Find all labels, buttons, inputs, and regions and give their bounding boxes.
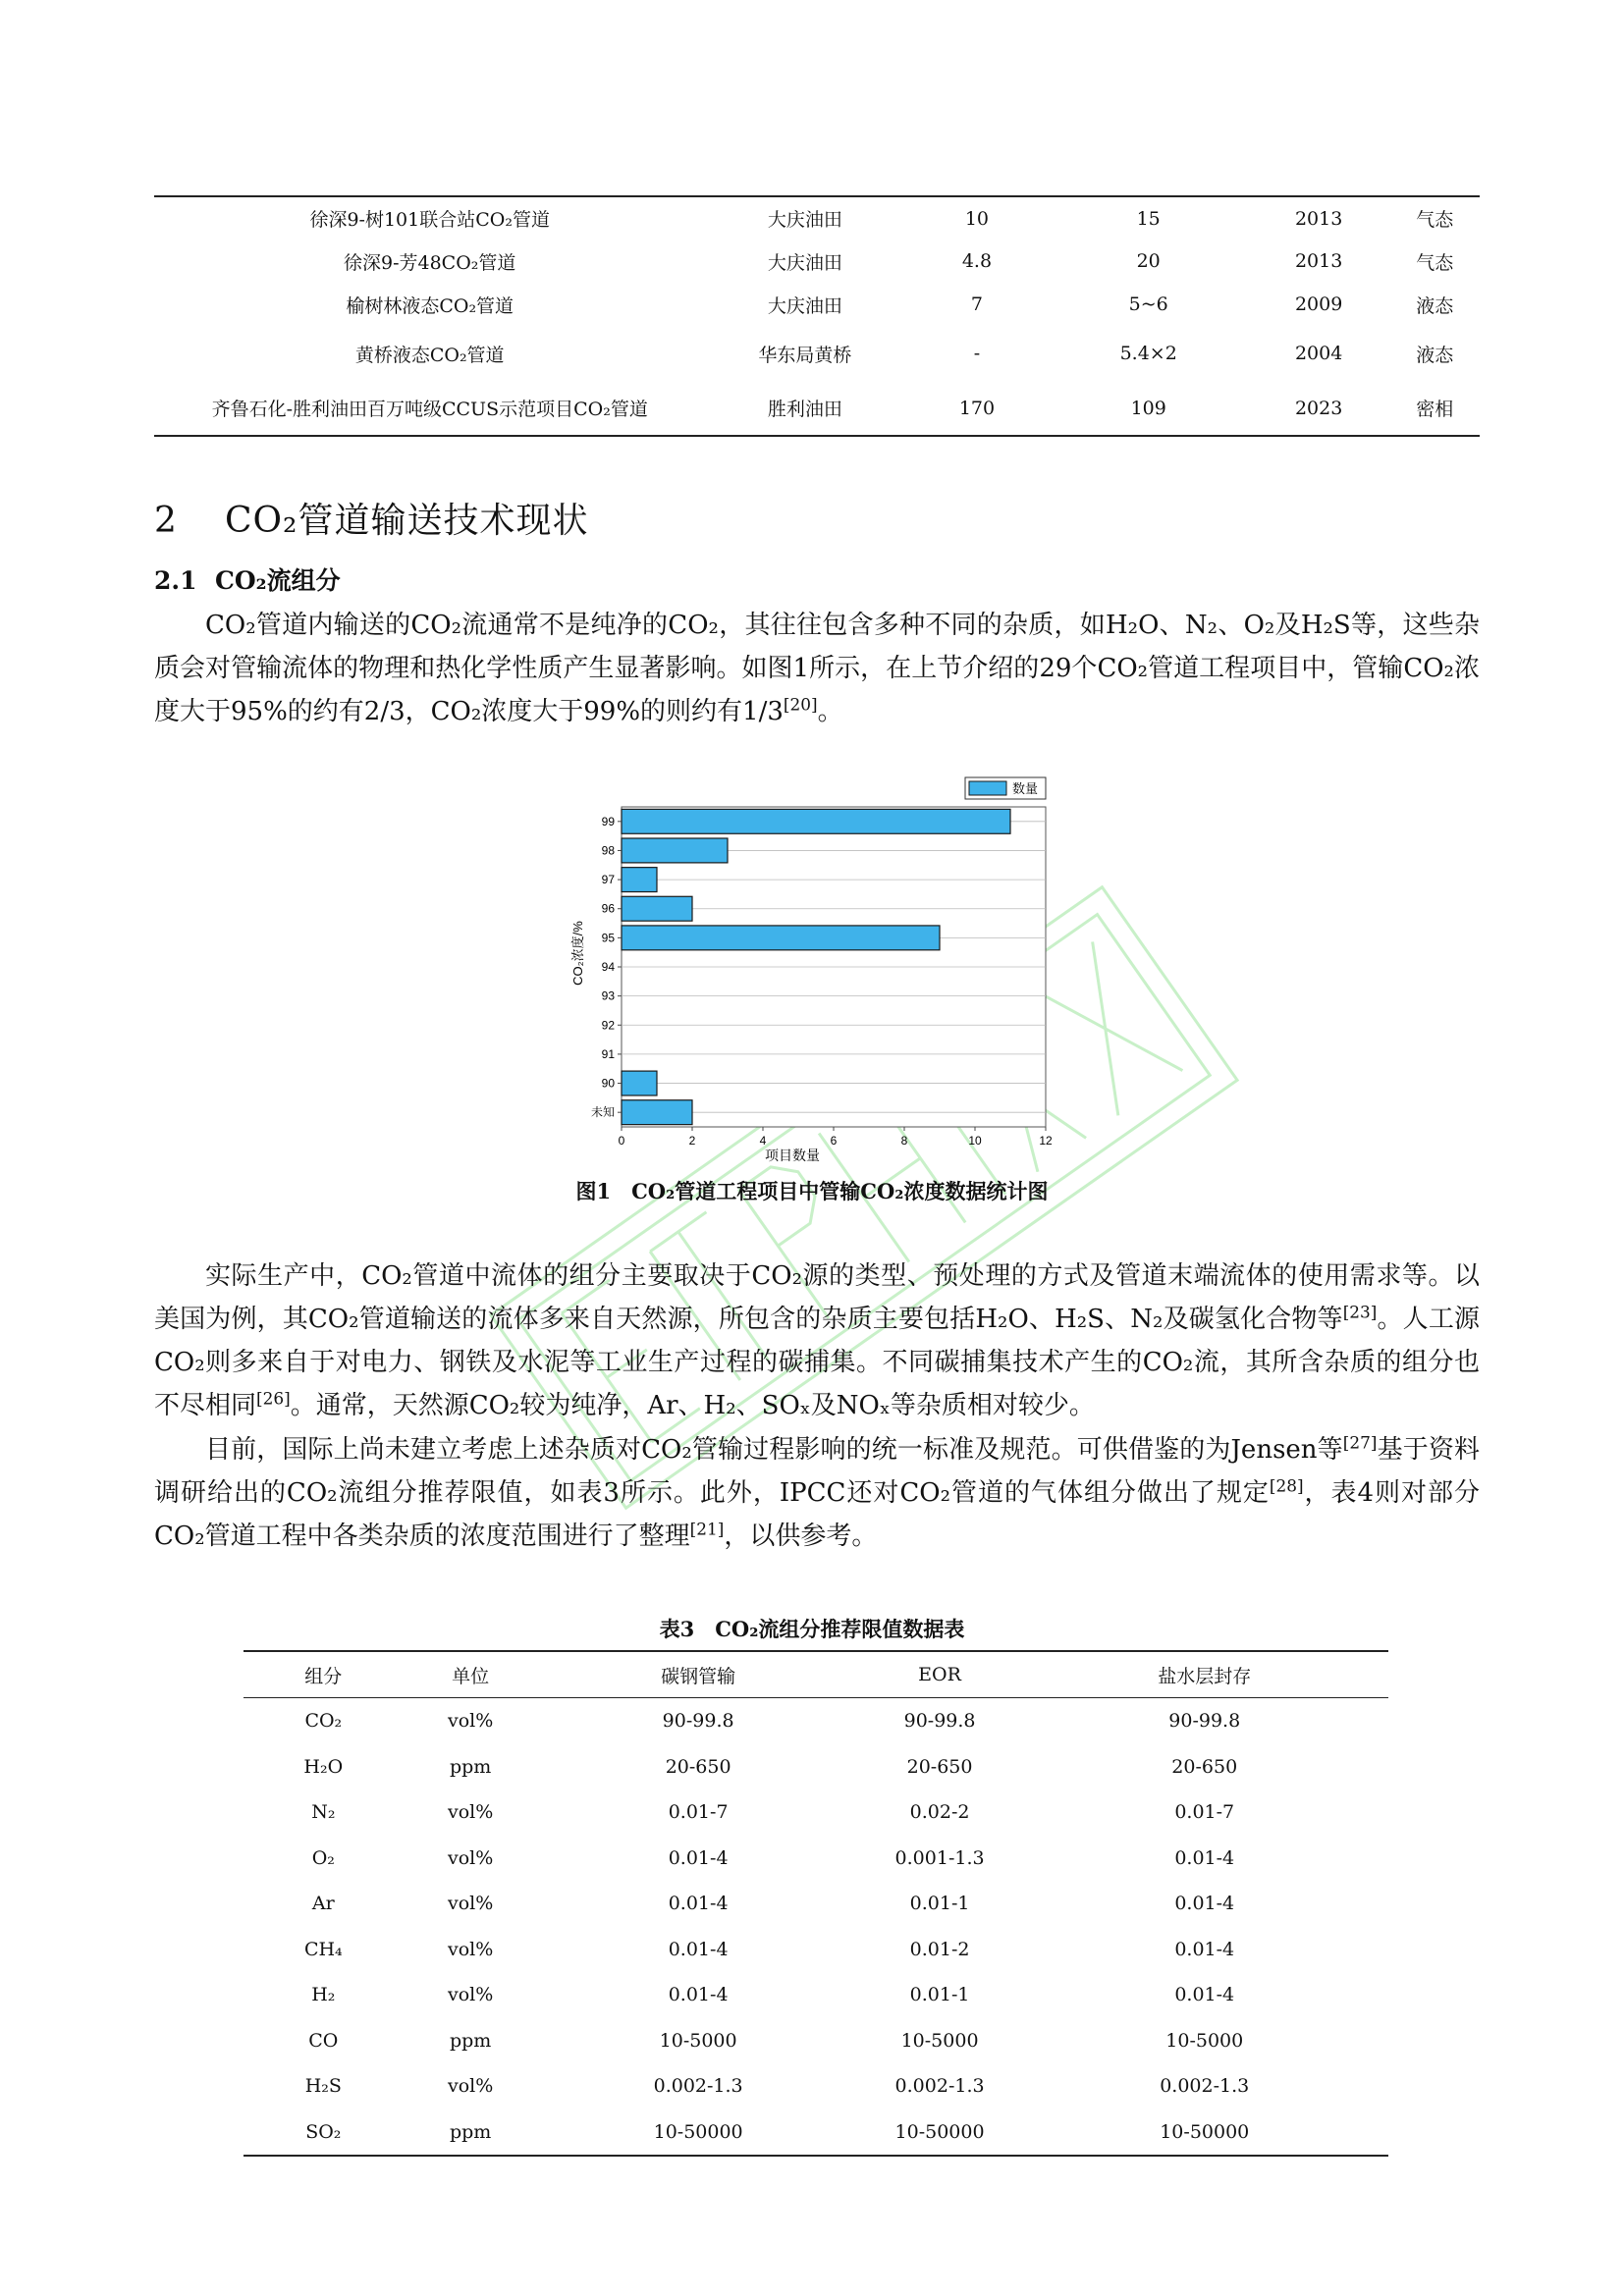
table-cell: 10-50000 [1160, 2120, 1250, 2143]
table-cell: 0.01-7 [1174, 1801, 1235, 1824]
paragraph-1-end: 。 [817, 697, 843, 726]
citation: [20] [783, 694, 818, 715]
table-cell: 7 [970, 294, 983, 315]
table-cell: 胜利油田 [767, 399, 842, 420]
x-tick-label: 4 [759, 1134, 767, 1148]
table-cell: 5.4×2 [1119, 343, 1177, 364]
subsection-heading [154, 561, 341, 597]
table-row [244, 1789, 1388, 1836]
y-tick-label: 90 [601, 1076, 615, 1091]
table-cell: 90-99.8 [903, 1710, 976, 1733]
table-cell: 10-5000 [659, 2029, 737, 2052]
citation: [28] [1269, 1475, 1304, 1496]
table-cell: 10 [964, 207, 990, 230]
table-row [244, 1881, 1388, 1927]
table-cell: 0.01-4 [1174, 1893, 1235, 1915]
table-cell: 0.01-4 [1174, 1938, 1235, 1960]
table-row [154, 283, 1480, 326]
table-cell: - [973, 343, 981, 364]
table-cell: 5~6 [1128, 294, 1168, 315]
table-cell: vol% [447, 1801, 494, 1824]
table-cell: 15 [1136, 207, 1161, 230]
table-cell: 10-50000 [894, 2120, 985, 2143]
table-cell: 0.01-7 [668, 1801, 729, 1824]
y-axis-label: CO₂浓度/% [570, 921, 585, 986]
table-cell: 0.01-4 [668, 1938, 729, 1960]
x-tick-label: 10 [968, 1134, 982, 1148]
table-cell: CO₂ [304, 1710, 343, 1733]
paragraph-3-text-c: ，表4则对部分CO₂管道工程中各类杂质的浓度范围进行了整理 [154, 1478, 1480, 1551]
table-cell: 10-50000 [653, 2120, 743, 2143]
table-header-cell: 盐水层封存 [1020, 1651, 1388, 1698]
table-cell: vol% [447, 1710, 494, 1733]
paragraph-3-text-a: 目前，国际上尚未建立考虑上述杂质对CO₂管输过程影响的统一标准及规范。可供借鉴的为Jensen等 [205, 1435, 1343, 1465]
citation: [21] [689, 1519, 725, 1539]
table-cell: ppm [449, 1755, 492, 1778]
table-row [244, 1972, 1388, 2018]
table-cell: 齐鲁石化-胜利油田百万吨级CCUS示范项目CO₂管道 [211, 399, 648, 420]
y-tick-label: 96 [601, 901, 615, 916]
table-cell: 0.002-1.3 [653, 2075, 743, 2098]
y-tick-label: 97 [601, 873, 615, 887]
table-cell: vol% [447, 1846, 494, 1869]
table-cell: 0.01-2 [909, 1938, 970, 1960]
table-cell: 密相 [1416, 399, 1454, 420]
table-row [244, 1698, 1388, 1744]
x-tick-label: 12 [1039, 1134, 1053, 1148]
table-cell: 徐深9-芳48CO₂管道 [343, 251, 516, 274]
table-cell: vol% [447, 1893, 494, 1915]
subsection-number: 2.1 [154, 566, 197, 595]
legend-label: 数量 [1012, 781, 1039, 796]
table-cell: 10-5000 [1165, 2029, 1244, 2052]
table-cell: Ar [311, 1893, 335, 1915]
table-cell: 20-650 [665, 1755, 731, 1778]
table-cell: H₂S [304, 2075, 342, 2098]
table-3 [244, 1650, 1388, 2157]
table-cell: 0.01-4 [668, 1893, 729, 1915]
table-cell: 大庆油田 [767, 209, 842, 231]
table-cell: 大庆油田 [767, 251, 842, 274]
paragraph-2-text-a: 实际生产中，CO₂管道中流体的组分主要取决于CO₂源的类型、预处理的方式及管道末端流体的使用需求等。以美国为例，其CO₂管道输送的流体多来自天然源，所包含的杂质主要包括H₂O、H₂S、N₂及碳氢化合物等 [154, 1261, 1480, 1334]
table-cell: vol% [447, 1938, 494, 1960]
table-row [154, 381, 1480, 436]
paragraph-2-text-b: 。人工源CO₂则多来自于对电力、钢铁及水泥等工业生产过程的碳捕集。不同碳捕集技术产生的CO₂流，其所含杂质的组分也不尽相同 [154, 1305, 1480, 1420]
table-header-cell: 单位 [404, 1651, 538, 1698]
table-cell: 2013 [1294, 207, 1343, 230]
bar [622, 868, 657, 892]
table-cell: 0.02-2 [909, 1801, 970, 1824]
table-cell: 液态 [1416, 294, 1454, 317]
table-cell: 0.01-4 [1174, 1984, 1235, 2006]
table-cell: 0.01-4 [668, 1984, 729, 2006]
y-tick-label: 95 [601, 931, 615, 945]
bar [622, 838, 728, 863]
table-cell: 气态 [1416, 251, 1454, 274]
table-cell: 20-650 [906, 1755, 973, 1778]
y-tick-label: 98 [601, 843, 615, 858]
table-row [154, 240, 1480, 283]
table-cell: 170 [958, 397, 996, 419]
bar [622, 809, 1010, 833]
bar [622, 1100, 692, 1125]
y-tick-label: 未知 [590, 1105, 615, 1120]
section-heading [154, 493, 589, 543]
table-row [244, 2109, 1388, 2157]
section-title: CO₂管道输送技术现状 [225, 501, 589, 541]
paragraph-3-text-b: 基于资料调研给出的CO₂流组分推荐限值，如表3所示。此外，IPCC还对CO₂管道的气体组分做出了规定 [154, 1435, 1480, 1508]
paragraph-2 [154, 1255, 1480, 1427]
table-cell: 华东局黄桥 [758, 344, 852, 366]
x-tick-label: 2 [688, 1134, 696, 1148]
bar [622, 896, 692, 921]
table-cell: 90-99.8 [1168, 1710, 1241, 1733]
bar [622, 1071, 657, 1095]
table-cell: 徐深9-树101联合站CO₂管道 [309, 209, 550, 231]
table-row [244, 1836, 1388, 1882]
table-cell: 大庆油田 [767, 294, 842, 317]
section-number: 2 [154, 501, 178, 541]
paragraph-3-text-d: ，以供参考。 [724, 1522, 878, 1551]
table-cell: SO₂ [305, 2120, 342, 2143]
citation: [27] [1342, 1432, 1378, 1453]
paragraph-1 [154, 604, 1480, 733]
table-cell: 0.01-4 [1174, 1846, 1235, 1869]
table-cell: N₂ [311, 1801, 336, 1824]
table-cell: 20 [1136, 250, 1161, 272]
table-cell: 0.01-4 [668, 1846, 729, 1869]
table-cell: 20-650 [1171, 1755, 1238, 1778]
figure-caption: 图1 CO₂管道工程项目中管输CO₂浓度数据统计图 [575, 1179, 1049, 1203]
x-tick-label: 0 [618, 1134, 625, 1148]
table-cell: vol% [447, 1984, 494, 2006]
table-3-caption: 表3 CO₂流组分推荐限值数据表 [659, 1617, 965, 1641]
table-cell: ppm [449, 2029, 492, 2052]
y-tick-label: 91 [601, 1046, 615, 1061]
table-header-cell: 碳钢管输 [538, 1651, 859, 1698]
table-cell: 0.01-1 [909, 1893, 970, 1915]
table-cell: 液态 [1416, 344, 1454, 366]
citation: [26] [256, 1388, 291, 1409]
table-cell: 4.8 [961, 250, 993, 272]
paragraph-1-text: CO₂管道内输送的CO₂流通常不是纯净的CO₂，其往往包含多种不同的杂质，如H₂O、N₂、O₂及H₂S等，这些杂质会对管输流体的物理和热化学性质产生显著影响。如图1所示，在上节介绍的29个CO₂管道工程项目中，管输CO₂浓度大于95%的约有2/3，CO₂浓度大于99%的则约有1/3 [154, 611, 1480, 726]
table-cell: 10-5000 [900, 2029, 979, 2052]
paragraph-2-text-c: 。通常，天然源CO₂较为纯净，Ar、H₂、SOₓ及NOₓ等杂质相对较少。 [290, 1391, 1095, 1420]
table-row [154, 196, 1480, 240]
citation: [23] [1342, 1302, 1378, 1322]
table-cell: 109 [1130, 397, 1166, 419]
table-cell: 2004 [1294, 343, 1343, 364]
table-cell: CH₄ [303, 1938, 343, 1960]
table-cell: O₂ [311, 1846, 335, 1869]
table-cell: ppm [449, 2120, 492, 2143]
table-cell: 气态 [1416, 209, 1454, 231]
table-cell: 0.002-1.3 [1160, 2075, 1250, 2098]
subsection-title: CO₂流组分 [215, 566, 341, 595]
y-tick-label: 99 [601, 814, 615, 828]
table-cell: 黄桥液态CO₂管道 [354, 344, 505, 366]
table-row [244, 1927, 1388, 1973]
table-row [244, 1744, 1388, 1790]
y-tick-label: 92 [601, 1018, 615, 1033]
table-row [154, 326, 1480, 381]
table-cell: 0.01-1 [909, 1984, 970, 2006]
x-tick-label: 8 [900, 1134, 908, 1148]
table-cell: H₂O [303, 1755, 344, 1778]
table-header-cell: 组分 [244, 1651, 404, 1698]
table-row [244, 2018, 1388, 2064]
x-axis-label: 项目数量 [765, 1148, 820, 1163]
table-cell: 2013 [1294, 250, 1343, 272]
table-header-cell: EOR [859, 1651, 1021, 1698]
table-cell: 2009 [1294, 294, 1343, 315]
x-tick-label: 6 [830, 1134, 838, 1148]
table-cell: CO [308, 2029, 339, 2052]
y-tick-label: 94 [601, 960, 615, 974]
table-cell: 0.001-1.3 [894, 1846, 985, 1869]
legend-swatch [969, 781, 1006, 795]
co2-concentration-bar-chart [565, 770, 1065, 1178]
table-cell: 90-99.8 [662, 1710, 734, 1733]
paragraph-3 [154, 1428, 1480, 1558]
table-cell: vol% [447, 2075, 494, 2098]
table-cell: H₂ [311, 1984, 336, 2006]
y-tick-label: 93 [601, 988, 615, 1003]
table-cell: 榆树林液态CO₂管道 [346, 294, 514, 317]
table-row [244, 2063, 1388, 2109]
bar [622, 926, 940, 950]
table-cell: 2023 [1294, 397, 1343, 419]
pipeline-table-continuation [154, 195, 1480, 437]
table-cell: 0.002-1.3 [894, 2075, 985, 2098]
